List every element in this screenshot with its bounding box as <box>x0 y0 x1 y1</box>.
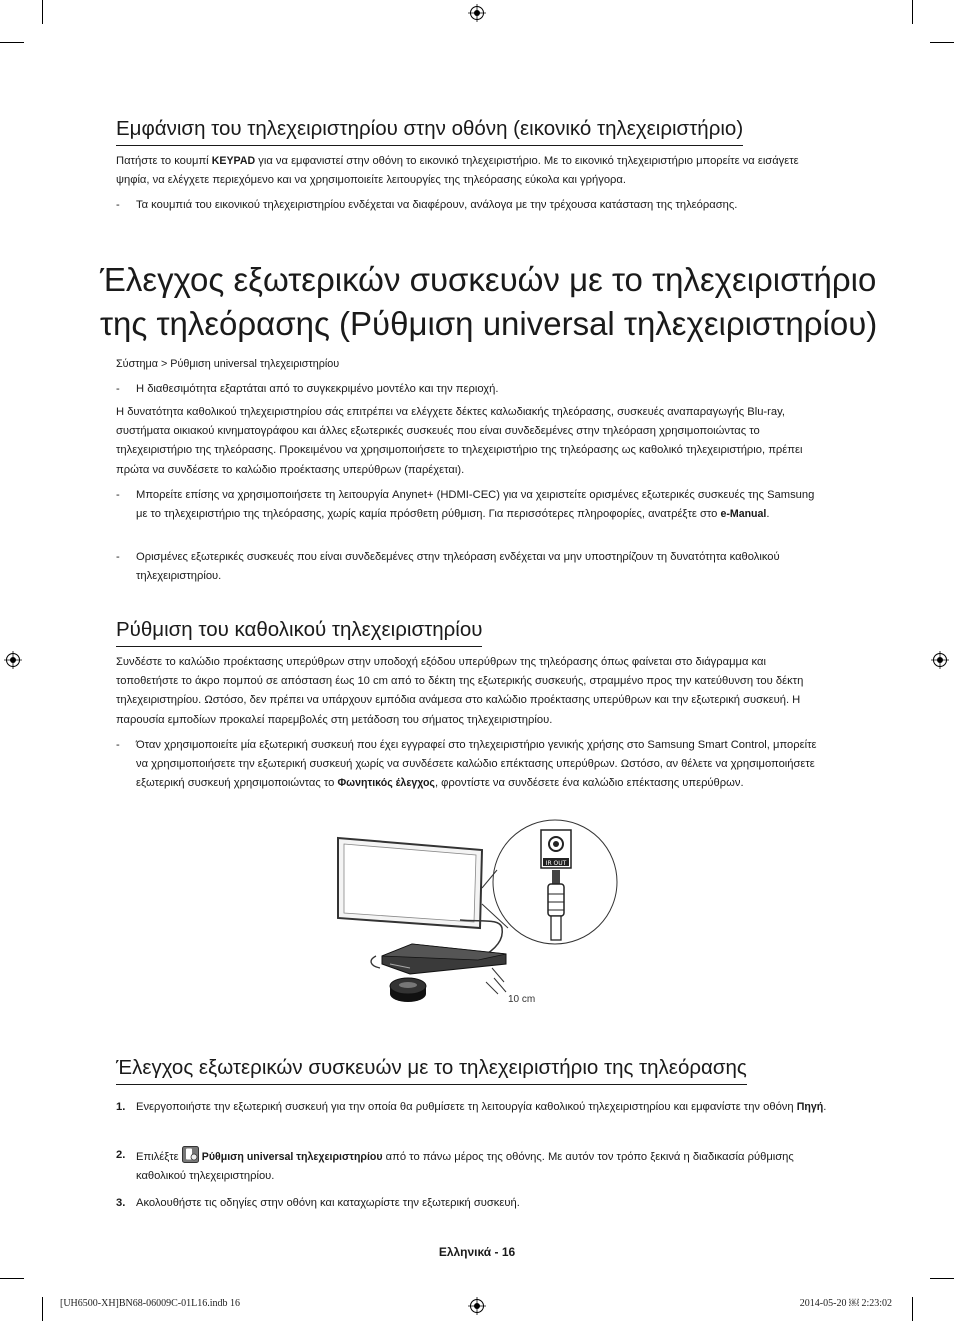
note-text: Τα κουμπιά του εικονικού τηλεχειριστηρίου ενδέχεται να διαφέρουν, ανάλογα με την τρέχουσα κατάσταση της τηλεόρασης. <box>136 199 738 211</box>
note-text: Ορισμένες εξωτερικές συσκευές που είναι συνδεδεμένες στην τηλεόραση ενδέχεται να μην υποστηρίζουν τη δυνατότητα καθολικού τηλεχειριστηρίου. <box>136 551 780 583</box>
crop-mark <box>930 1278 954 1279</box>
crop-mark <box>0 42 24 43</box>
source-menu-label: Πηγή <box>796 1101 824 1113</box>
page-number: Ελληνικά - 16 <box>438 1245 516 1259</box>
step-number: 1. <box>116 1101 126 1113</box>
ir-extender-diagram <box>330 818 630 1014</box>
chapter-title <box>100 258 878 346</box>
step-item <box>116 1146 840 1186</box>
crop-mark <box>0 1278 24 1279</box>
port-label: IR OUT <box>545 860 567 867</box>
step-text: Ακολουθήστε τις οδηγίες στην οθόνη και καταχωρίστε την εξωτερική συσκευή. <box>136 1197 520 1209</box>
print-slug-left: [UH6500-XH]BN68-06009C-01L16.indb 16 <box>60 1298 240 1309</box>
note-text <box>136 486 822 524</box>
crop-mark <box>912 0 913 24</box>
crop-mark <box>912 1297 913 1321</box>
section-heading-control-devices: Έλεγχος εξωτερικών συσκευών με το τηλεχειριστήριο της τηλεόρασης <box>116 1055 747 1085</box>
voice-control-label: Φωνητικός έλεγχος <box>337 777 435 790</box>
step-item <box>116 1194 840 1213</box>
registration-mark-icon <box>468 4 486 22</box>
registration-mark-icon <box>468 1297 486 1315</box>
text-run: Όταν χρησιμοποιείτε μία εξωτερική συσκευή που έχει εγγραφεί στο τηλεχειριστήριο γενικής χρήσης στο Samsung Smart Control, μπορείτε να χρησιμοποιήσετε την εξωτερική συσκευή χωρίς να συνδέσετε καλώδιο επέκτασης υπερύθρων. Ωστόσο, αν θέλετε να χρησιμοποιήσετε εξωτερική συσκευή χρησιμοποιώντας το <box>136 739 817 790</box>
note-text <box>136 736 822 794</box>
registration-mark-icon <box>931 651 949 669</box>
virtual-remote-paragraph <box>116 152 822 190</box>
breadcrumb-item-universal-remote: Ρύθμιση universal τηλεχειριστηρίου <box>170 358 340 370</box>
tv-screen <box>344 844 476 922</box>
plug-tip <box>552 870 560 884</box>
note-item: - Ορισμένες εξωτερικές συσκευές που είναι συνδεδεμένες στην τηλεόραση ενδέχεται να μην υποστηρίζουν τη δυνατότητα καθολικού τηλεχειριστηρίου. <box>116 548 822 586</box>
step-number: 2. <box>116 1149 126 1161</box>
note-item: - Όταν χρησιμοποιείτε μία εξωτερική συσκευή που έχει εγγραφεί στο τηλεχειριστήριο γενικής χρήσης στο Samsung Smart Control, μπορείτε να χρησιμοποιήσετε την εξωτερική συσκευή χωρίς να συνδέσετε καλώδιο επέκτασης υπερύθρων. Ωστόσο, αν θέλετε να χρησιμοποιήσετε εξωτερική συσκευή χρησιμοποιώντας το Φωνητικός έλεγχος, φροντίστε να συνδέσετε ένα καλώδιο επέκτασης υπερύθρων. <box>116 736 822 794</box>
text-run: από το πάνω μέρος της οθόνης. Με αυτόν τον τρόπο ξεκινά η διαδικασία ρύθμισης καθολικού τηλεχειριστηρίου. <box>136 1151 794 1183</box>
text-run: Μπορείτε επίσης να χρησιμοποιήσετε τη λειτουργία Anynet+ (HDMI-CEC) για να χειριστείτε ορισμένες εξωτερικές συσκευές της Samsung με το τηλεχειριστήριο της τηλεόρασης, χωρίς καμία πρόσθετη ρύθμιση. Για περισσότερες πληροφορίες, ανατρέξτε στο <box>136 489 815 521</box>
crop-mark <box>930 42 954 43</box>
crop-mark <box>42 1297 43 1321</box>
step-item <box>116 1098 840 1117</box>
breadcrumb-separator: > <box>160 358 168 370</box>
plug-body <box>548 884 564 916</box>
chapter-title-line: Έλεγχος εξωτερικών συσκευών με το τηλεχειριστήριο <box>100 261 877 298</box>
universal-remote-menu-label: Ρύθμιση universal τηλεχειριστηρίου <box>201 1151 383 1163</box>
emanual-link-text: e-Manual <box>720 508 767 521</box>
keypad-key-label: KEYPAD <box>211 155 256 167</box>
note-item: - Τα κουμπιά του εικονικού τηλεχειριστηρίου ενδέχεται να διαφέρουν, ανάλογα με την τρέχουσα κατάσταση της τηλεόρασης. <box>116 196 822 215</box>
note-item: - Μπορείτε επίσης να χρησιμοποιήσετε τη λειτουργία Anynet+ (HDMI-CEC) για να χειριστείτε ορισμένες εξωτερικές συσκευές της Samsung με το τηλεχειριστήριο της τηλεόρασης, χωρίς καμία πρόσθετη ρύθμιση. Για περισσότερες πληροφορίες, ανατρέξτε στο e-Manual. <box>116 486 822 524</box>
note-item: - Η διαθεσιμότητα εξαρτάται από το συγκεκριμένο μοντέλο και την περιοχή. <box>116 380 822 399</box>
text-run: . <box>766 508 770 521</box>
text-run: Επιλέξτε <box>136 1151 182 1163</box>
universal-remote-paragraph: Η δυνατότητα καθολικού τηλεχειριστηρίου σάς επιτρέπει να ελέγχετε δέκτες καλωδιακής τηλεόρασης, συσκευές αναπαραγωγής Blu-ray, συστήματα οικιακού κινηματογράφου και άλλες εξωτερικές συσκευές που είναι συνδεδεμένες στην τηλεόραση χρησιμοποιώντας το τηλεχειριστήριο της τηλεόρασης. Προκειμένου να χρησιμοποιήσετε το τηλεχειριστήριο της τηλεόρασης ως καθολικό τηλεχειριστήριο, πρέπει πρώτα να συνδέσετε το καλώδιο προέκτασης υπερύθρων (παρέχεται). <box>116 406 803 476</box>
text-run: Πατήστε το κουμπί <box>116 155 212 167</box>
text-run: Ενεργοποιήστε την εξωτερική συσκευή για την οποία θα ρυθμίσετε τη λειτουργία καθολικού τηλεχειριστηρίου και εμφανίστε την οθόνη <box>136 1101 797 1113</box>
step-text <box>136 1146 840 1186</box>
diagram-illustration <box>330 818 630 1014</box>
distance-marker <box>486 982 498 994</box>
registration-mark-icon <box>4 651 22 669</box>
distance-label: 10 cm <box>508 994 536 1005</box>
section-heading-setup: Ρύθμιση του καθολικού τηλεχειριστηρίου <box>116 617 482 647</box>
chapter-title-line: της τηλεόρασης (Ρύθμιση universal τηλεχειριστηρίου) <box>100 305 878 342</box>
breadcrumb-item-system: Σύστημα <box>116 358 158 370</box>
print-slug-right: 2014-05-20 ￼ 2:23:02 <box>799 1298 892 1309</box>
section-heading-virtual-remote: Εμφάνιση του τηλεχειριστηρίου στην οθόνη (εικονικό τηλεχειριστήριο) <box>116 116 743 146</box>
step-text <box>136 1098 840 1117</box>
setup-paragraph: Συνδέστε το καλώδιο προέκτασης υπερύθρων στην υποδοχή εξόδου υπερύθρων της τηλεόρασης όπως φαίνεται στο διάγραμμα και τοποθετήστε το άκρο πομπού σε απόσταση έως 10 cm από το δέκτη της εξωτερικής συσκευής, στραμμένο προς την κατεύθυνση του δέκτη τηλεχειριστηρίου. Ωστόσο, δεν πρέπει να υπάρχουν εμπόδια ανάμεσα στο καλώδιο προέκτασης υπερύθρων και την εξωτερική συσκευή. Η παρουσία εμποδίων προκαλεί παρεμβολές στη μετάδοση του σήματος τηλεχειριστηρίου. <box>116 656 804 726</box>
note-text: Η διαθεσιμότητα εξαρτάται από το συγκεκριμένο μοντέλο και την περιοχή. <box>136 383 499 395</box>
text-run: . <box>823 1101 827 1113</box>
text-run: για να εμφανιστεί στην οθόνη το εικονικό τηλεχειριστήριο. Με το εικονικό τηλεχειριστήριο μπορείτε να εισάγετε ψηφία, να ελέγχετε περιεχόμενο και να χρησιμοποιείτε λειτουργίες της τηλεόρασης εύκολα και γρήγορα. <box>116 155 799 187</box>
universal-remote-setup-icon <box>182 1146 199 1163</box>
crop-mark <box>42 0 43 24</box>
text-run: , φροντίστε να συνδέσετε ένα καλώδιο επέκτασης υπερύθρων. <box>434 777 744 790</box>
step-number: 3. <box>116 1197 126 1209</box>
breadcrumb <box>116 356 339 372</box>
